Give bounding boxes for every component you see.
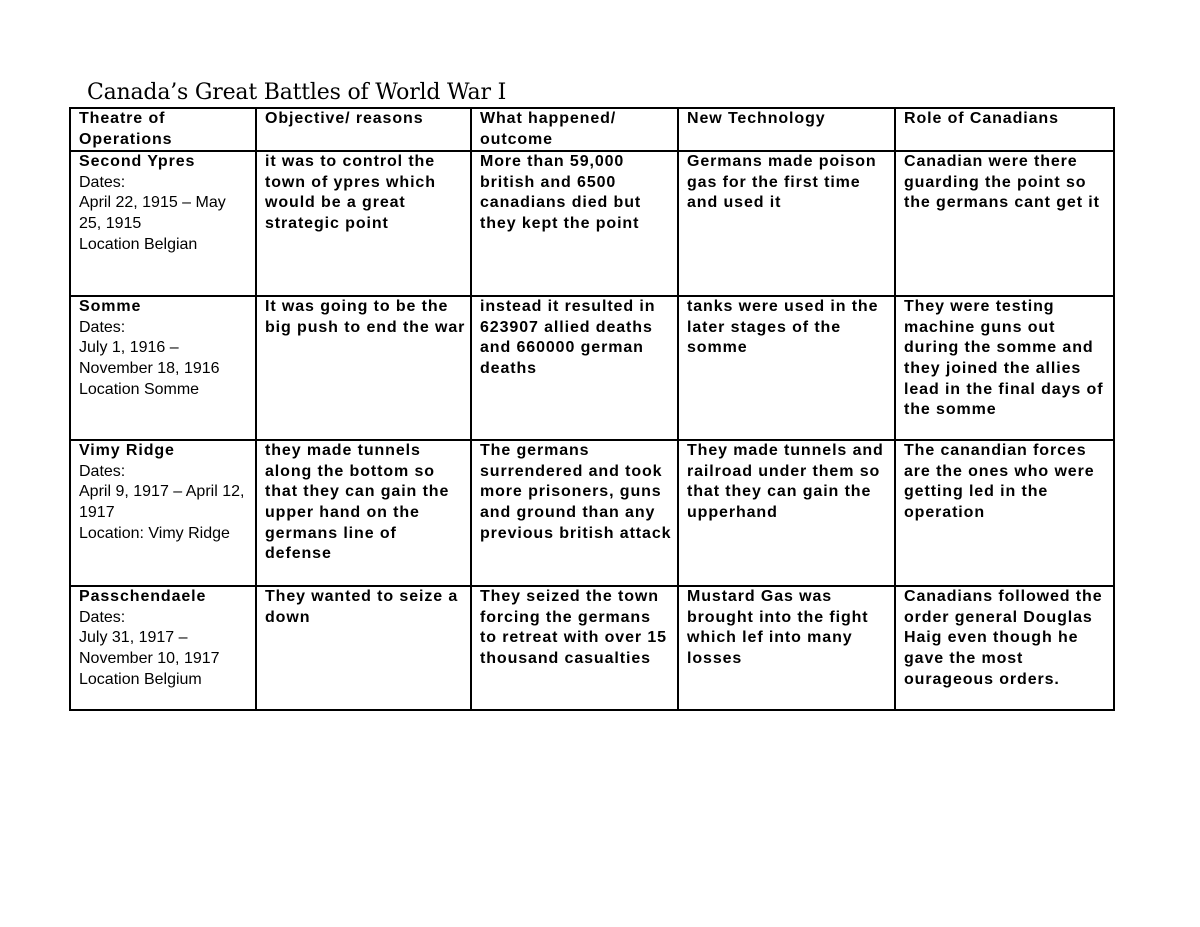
- battle-dates: July 1, 1916 – November 18, 1916: [79, 339, 220, 377]
- role-cell: The canandian forces are the ones who were getting led in the operation: [895, 440, 1114, 586]
- battle-name: Second Ypres: [79, 153, 196, 171]
- table-row: [70, 586, 1114, 710]
- objective-cell: it was to control the town of ypres which would be a great strategic point: [256, 151, 471, 296]
- battle-dates: July 31, 1917 – November 10, 1917: [79, 629, 220, 667]
- battles-table: [69, 107, 1115, 711]
- header-theatre: Theatre of Operations: [70, 108, 256, 151]
- technology-cell: They made tunnels and railroad under them so that they can gain the upperhand: [678, 440, 895, 586]
- table-row: [70, 296, 1114, 440]
- battle-location: Location Belgium: [79, 670, 202, 688]
- table-header-row: [70, 108, 1114, 151]
- dates-label: Dates:: [79, 608, 126, 626]
- dates-label: Dates:: [79, 462, 126, 480]
- battle-dates: April 9, 1917 – April 12, 1917: [79, 483, 245, 521]
- outcome-cell: They seized the town forcing the germans to retreat with over 15 thousand casualties: [471, 586, 678, 710]
- page-title: Canada’s Great Battles of World War I: [87, 80, 507, 105]
- dates-label: Dates:: [79, 318, 126, 336]
- technology-cell: Mustard Gas was brought into the fight which lef into many losses: [678, 586, 895, 710]
- theatre-cell: [70, 151, 256, 296]
- objective-cell: They wanted to seize a down: [256, 586, 471, 710]
- role-cell: Canadians followed the order general Douglas Haig even though he gave the most ourageous orders.: [895, 586, 1114, 710]
- outcome-cell: More than 59,000 british and 6500 canadians died but they kept the point: [471, 151, 678, 296]
- header-objective: Objective/ reasons: [256, 108, 471, 151]
- battle-dates: April 22, 1915 – May 25, 1915: [79, 194, 226, 232]
- role-cell: Canadian were there guarding the point so the germans cant get it: [895, 151, 1114, 296]
- header-technology: New Technology: [678, 108, 895, 151]
- header-role: Role of Canadians: [895, 108, 1114, 151]
- theatre-cell: [70, 586, 256, 710]
- table-row: [70, 440, 1114, 586]
- battle-location: Location: Vimy Ridge: [79, 524, 230, 542]
- header-outcome: What happened/ outcome: [471, 108, 678, 151]
- theatre-cell: [70, 296, 256, 440]
- objective-cell: It was going to be the big push to end the war: [256, 296, 471, 440]
- technology-cell: tanks were used in the later stages of the somme: [678, 296, 895, 440]
- objective-cell: they made tunnels along the bottom so that they can gain the upper hand on the germans line of defense: [256, 440, 471, 586]
- dates-label: Dates:: [79, 173, 126, 191]
- outcome-cell: The germans surrendered and took more prisoners, guns and ground than any previous british attack: [471, 440, 678, 586]
- battle-location: Location Somme: [79, 380, 200, 398]
- theatre-cell: [70, 440, 256, 586]
- role-cell: They were testing machine guns out during the somme and they joined the allies lead in the final days of the somme: [895, 296, 1114, 440]
- technology-cell: Germans made poison gas for the first time and used it: [678, 151, 895, 296]
- outcome-cell: instead it resulted in 623907 allied deaths and 660000 german deaths: [471, 296, 678, 440]
- battle-name: Somme: [79, 298, 142, 316]
- table-row: [70, 151, 1114, 296]
- battle-name: Passchendaele: [79, 588, 207, 606]
- battle-location: Location Belgian: [79, 235, 198, 253]
- battle-name: Vimy Ridge: [79, 442, 175, 460]
